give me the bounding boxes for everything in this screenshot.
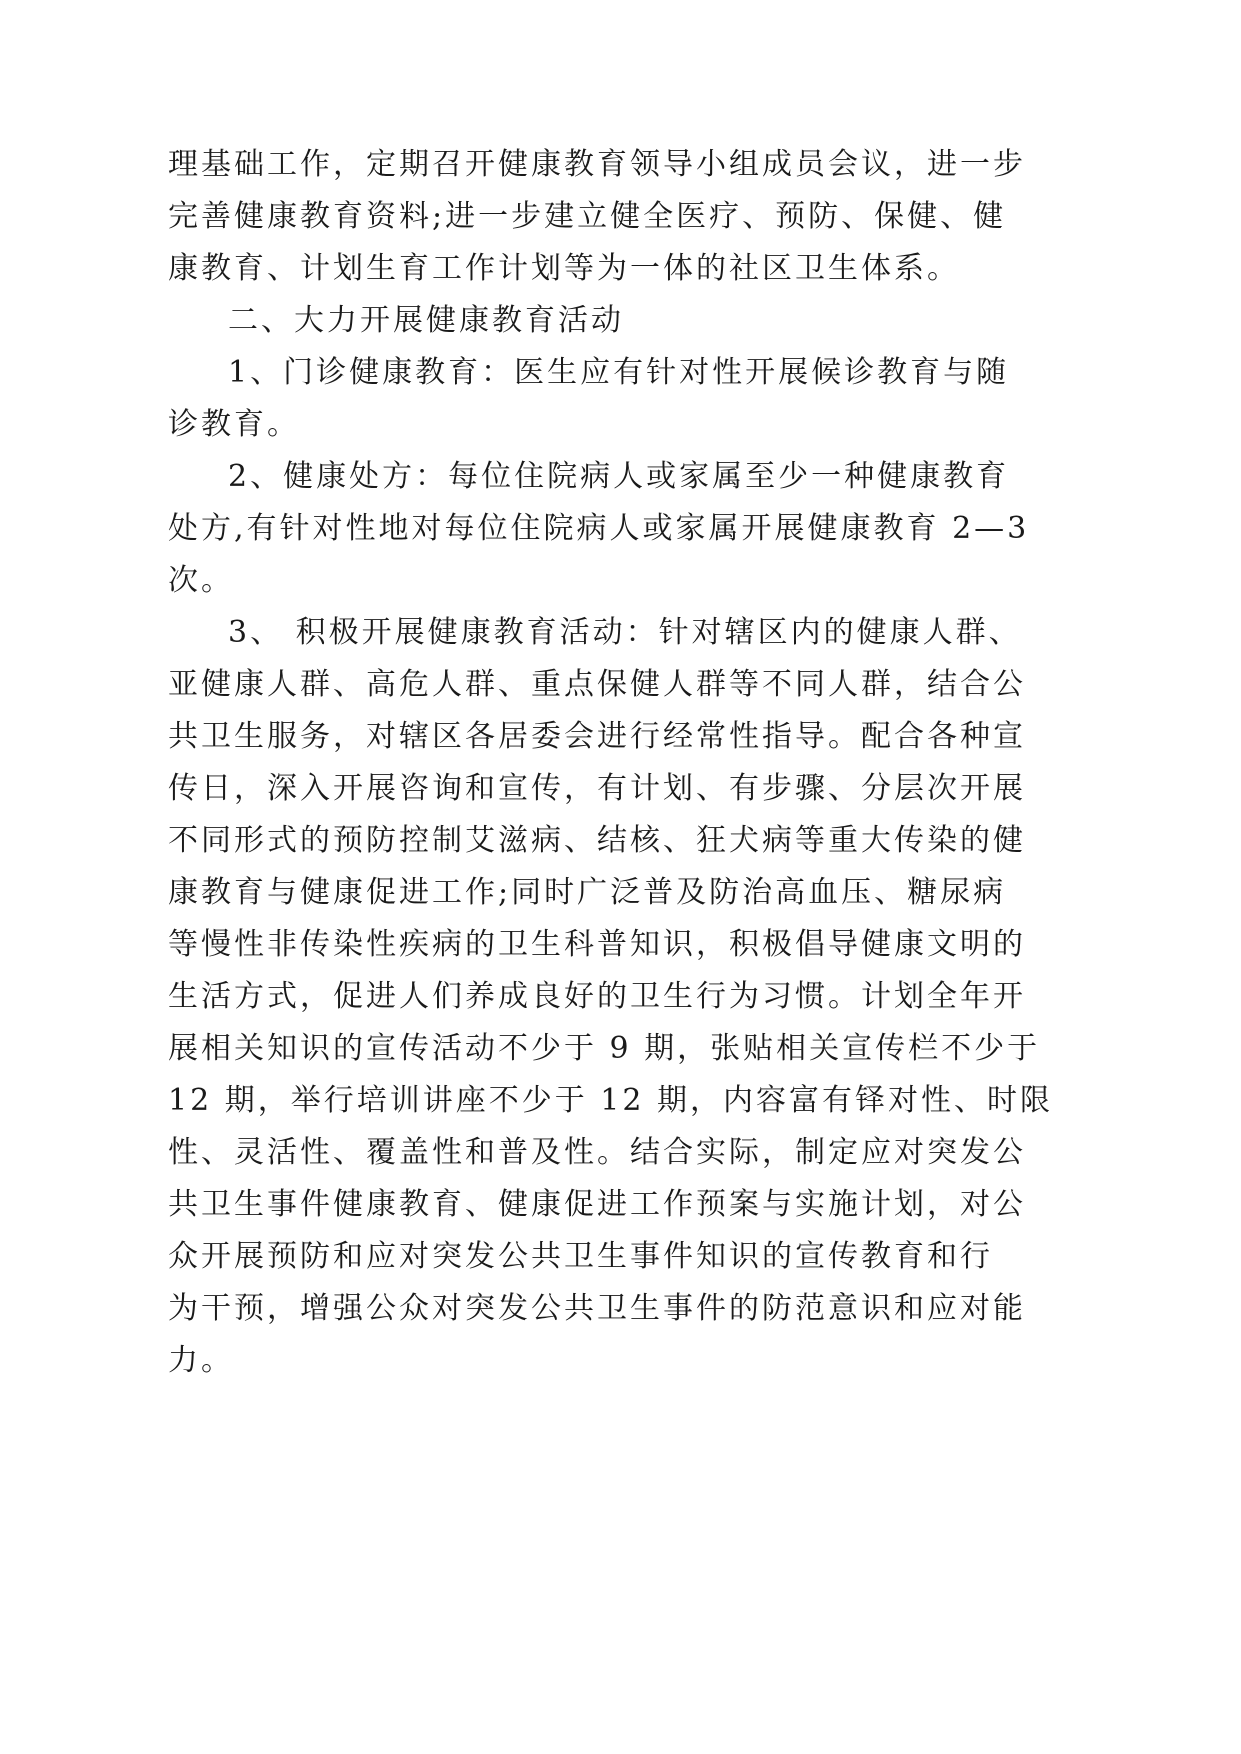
text-line: 处方,有针对性地对每位住院病人或家属开展健康教育 2—3	[168, 511, 1030, 546]
section-heading: 二、大力开展健康教育活动	[228, 303, 624, 338]
text-line: 共卫生服务，对辖区各居委会进行经常性指导。配合各种宣	[168, 719, 1026, 754]
text-line: 12 期，举行培训讲座不少于 12 期，内容富有铎对性、时限	[168, 1083, 1053, 1118]
text-line: 康教育与健康促进工作;同时广泛普及防治高血压、糖尿病	[168, 875, 1007, 910]
text-line: 众开展预防和应对突发公共卫生事件知识的宣传教育和行	[168, 1239, 993, 1274]
text-line: 1、门诊健康教育：医生应有针对性开展候诊教育与随	[228, 355, 1010, 390]
text-line: 2、健康处方：每位住院病人或家属至少一种健康教育	[228, 459, 1010, 494]
text-line: 生活方式，促进人们养成良好的卫生行为习惯。计划全年开	[168, 979, 1026, 1014]
text-line: 共卫生事件健康教育、健康促进工作预案与实施计划，对公	[168, 1187, 1026, 1222]
text-line: 诊教育。	[168, 407, 300, 442]
text-line: 等慢性非传染性疾病的卫生科普知识，积极倡导健康文明的	[168, 927, 1026, 962]
text-line: 完善健康教育资料;进一步建立健全医疗、预防、保健、健	[168, 199, 1007, 234]
text-line: 3、 积极开展健康教育活动：针对辖区内的健康人群、	[228, 615, 1022, 650]
text-line: 不同形式的预防控制艾滋病、结核、狂犬病等重大传染的健	[168, 823, 1026, 858]
text-line: 传日，深入开展咨询和宣传，有计划、有步骤、分层次开展	[168, 771, 1026, 806]
text-line: 展相关知识的宣传活动不少于 9 期，张贴相关宣传栏不少于	[168, 1031, 1041, 1066]
text-line: 力。	[168, 1343, 234, 1378]
text-line: 为干预，增强公众对突发公共卫生事件的防范意识和应对能	[168, 1291, 1026, 1326]
text-line: 性、灵活性、覆盖性和普及性。结合实际，制定应对突发公	[168, 1135, 1026, 1170]
text-line: 康教育、计划生育工作计划等为一体的社区卫生体系。	[168, 251, 960, 286]
text-line: 理基础工作，定期召开健康教育领导小组成员会议，进一步	[168, 147, 1026, 182]
text-line: 次。	[168, 563, 234, 598]
text-line: 亚健康人群、高危人群、重点保健人群等不同人群，结合公	[168, 667, 1026, 702]
